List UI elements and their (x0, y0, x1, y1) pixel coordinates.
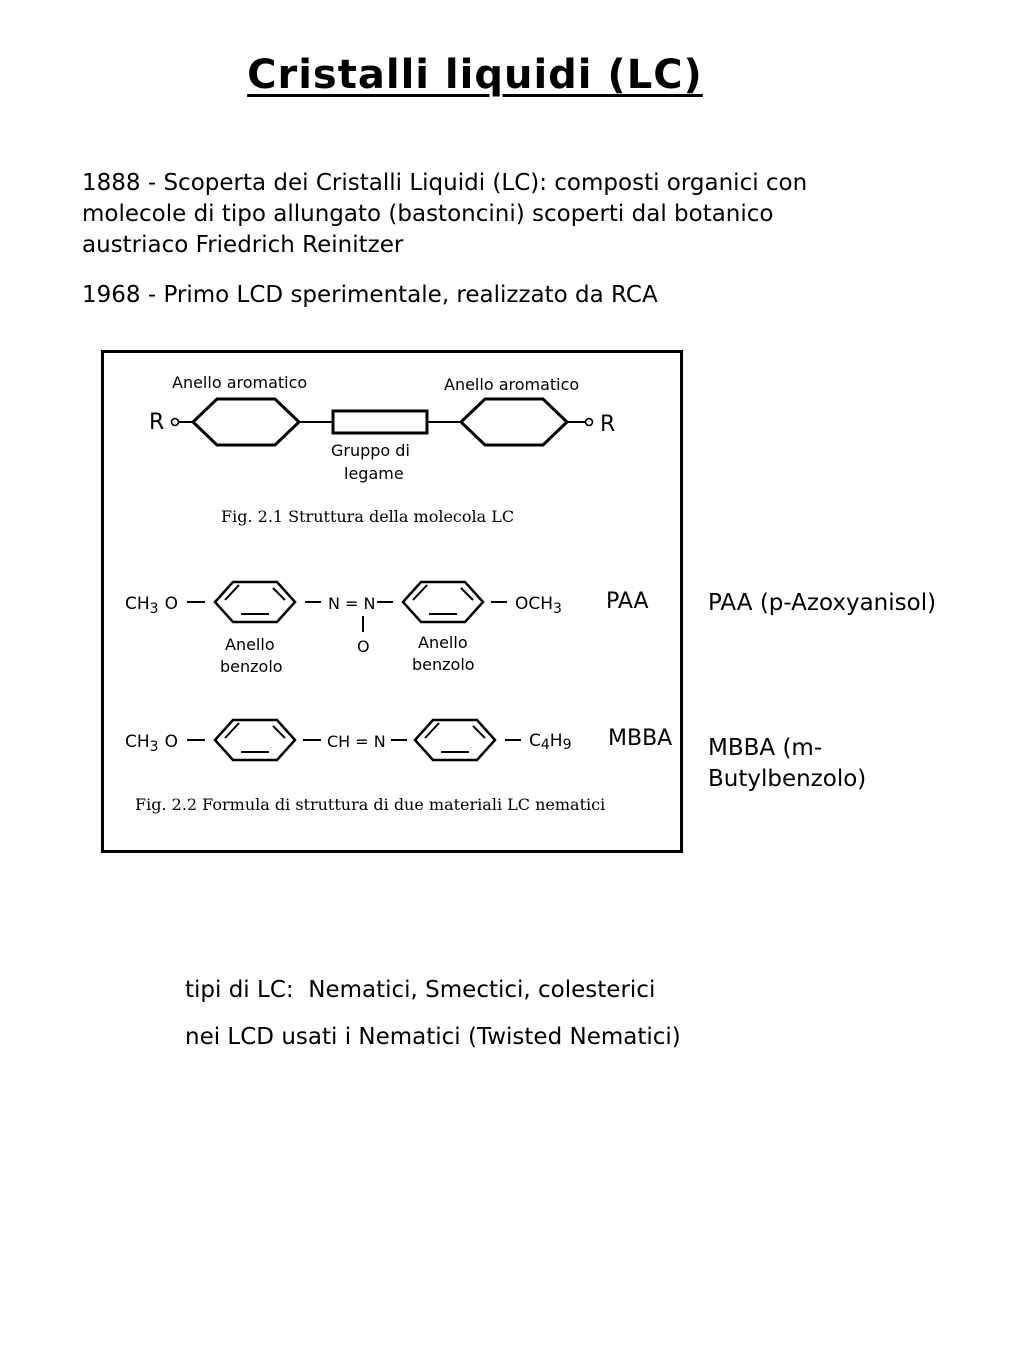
fig1-r-left: R (149, 410, 165, 435)
page-title: Cristalli liquidi (LC) (247, 52, 703, 98)
mbba-left-ch: CH (125, 732, 150, 752)
fig1-bond-node-right (586, 419, 593, 426)
lcd-usage-line: nei LCD usati i Nematici (Twisted Nematici) (185, 1024, 681, 1050)
paa-benzene-ring-left (215, 582, 295, 622)
paa-benzene-ring-right (403, 582, 483, 622)
fig1-link-group (333, 411, 427, 433)
paa-ring-left-label-1: Anello (225, 635, 275, 654)
paa-ring-left-label-2: benzolo (220, 657, 283, 676)
mbba-left-sub: 3 (149, 739, 159, 755)
mbba-right-c: C (529, 731, 541, 751)
mbba-benzene-ring-right (415, 720, 495, 760)
mbba-right-sub1: 4 (540, 737, 550, 753)
mbba-side-label-1: MBBA (m- (708, 735, 823, 761)
paa-left-sub: 3 (149, 601, 159, 617)
mbba-left-group (125, 732, 178, 755)
p1-line-1: 1888 - Scoperta dei Cristalli Liquidi (LC): composti organici con (82, 170, 808, 196)
fig1-ring-label-right: Anello aromatico (444, 375, 580, 394)
paa-right-och: OCH (515, 594, 554, 614)
paa-left-ch: CH (125, 594, 150, 614)
fig1-r-right: R (600, 412, 616, 437)
lc-types-line: tipi di LC: Nematici, Smectici, colesterici (185, 977, 656, 1003)
paa-side-label: PAA (p-Azoxyanisol) (708, 590, 937, 616)
mbba-imine-group: CH = N (327, 732, 386, 751)
mbba-left-o: O (164, 732, 178, 752)
paa-left-o: O (164, 594, 178, 614)
mbba-name: MBBA (608, 726, 673, 751)
fig1-ring-right (461, 399, 567, 445)
fig1-caption: Fig. 2.1 Struttura della molecola LC (221, 507, 515, 526)
paa-azo-group: N = N (328, 594, 376, 613)
fig1-link-label-2: legame (344, 464, 404, 483)
mbba-right-sub2: 9 (562, 737, 572, 753)
p1-line-2: molecole di tipo allungato (bastoncini) scoperti dal botanico (82, 201, 774, 227)
fig1-link-label-1: Gruppo di (331, 441, 410, 460)
paa-right-group (515, 594, 562, 617)
history-paragraph-1888 (82, 168, 902, 261)
paa-right-sub: 3 (553, 601, 562, 617)
paa-oxygen: O (357, 637, 370, 656)
history-paragraph-1968: 1968 - Primo LCD sperimentale, realizzato da RCA (82, 282, 658, 308)
p1-line-3: austriaco Friedrich Reinitzer (82, 232, 404, 258)
fig1-ring-left (193, 399, 299, 445)
mbba-right-group (529, 731, 572, 753)
paa-ring-right-label-2: benzolo (412, 655, 475, 674)
mbba-right-h: H (549, 731, 563, 751)
fig1-bond-node-left (172, 419, 179, 426)
paa-left-group (125, 594, 178, 617)
paa-name: PAA (606, 589, 649, 614)
lc-molecule-figure (101, 350, 683, 853)
paa-ring-right-label-1: Anello (418, 633, 468, 652)
mbba-side-label-2: Butylbenzolo) (708, 766, 867, 792)
mbba-side-label (708, 733, 888, 795)
fig1-ring-label-left: Anello aromatico (172, 373, 308, 392)
fig2-caption: Fig. 2.2 Formula di struttura di due materiali LC nematici (135, 795, 606, 814)
mbba-benzene-ring-left (215, 720, 295, 760)
